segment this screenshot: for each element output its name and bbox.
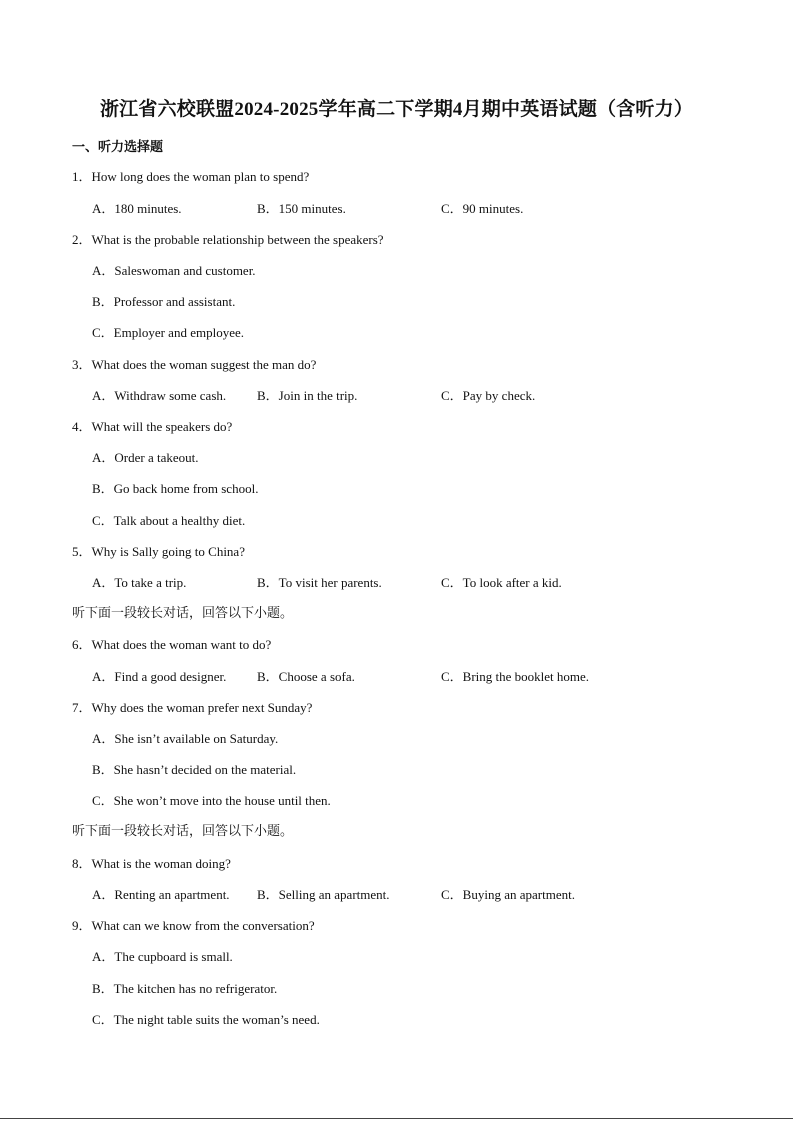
option-9a: A．The cupboard is small. xyxy=(92,949,233,964)
option-9c: C．The night table suits the woman’s need. xyxy=(92,1012,320,1027)
question-number: 9． xyxy=(72,918,92,933)
page-bottom-rule xyxy=(0,1118,793,1119)
option-4b: B．Go back home from school. xyxy=(92,481,259,496)
option-8b: B．Selling an apartment. xyxy=(257,887,390,902)
question-number: 5． xyxy=(72,544,92,559)
option-8c: C．Buying an apartment. xyxy=(441,887,575,902)
option-1a: A．180 minutes. xyxy=(92,201,182,216)
option-2b: B．Professor and assistant. xyxy=(92,294,236,309)
question-8 xyxy=(72,853,231,872)
option-7a: A．She isn’t available on Saturday. xyxy=(92,731,279,746)
question-text: What is the probable relationship between the speakers? xyxy=(91,232,384,247)
question-5 xyxy=(72,541,245,560)
question-6 xyxy=(72,634,271,653)
option-1b: B．150 minutes. xyxy=(257,201,346,216)
option-6b: B．Choose a sofa. xyxy=(257,669,355,684)
option-4c: C．Talk about a healthy diet. xyxy=(92,513,246,528)
question-text: What does the woman suggest the man do? xyxy=(91,357,317,372)
section-heading: 一、听力选择题 xyxy=(72,139,164,154)
option-3b: B．Join in the trip. xyxy=(257,388,358,403)
question-number: 7． xyxy=(72,700,92,715)
question-text: How long does the woman plan to spend? xyxy=(91,169,310,184)
option-2a: A．Saleswoman and customer. xyxy=(92,263,256,278)
question-4 xyxy=(72,416,232,435)
page-title: 浙江省六校联盟2024-2025学年高二下学期4月期中英语试题（含听力） xyxy=(99,99,694,120)
question-text: What is the woman doing? xyxy=(91,856,231,871)
question-3 xyxy=(72,354,316,373)
option-5b: B．To visit her parents. xyxy=(257,575,382,590)
question-number: 8． xyxy=(72,856,92,871)
question-1 xyxy=(72,166,309,185)
question-9 xyxy=(72,915,315,934)
option-3a: A．Withdraw some cash. xyxy=(92,388,227,403)
question-2 xyxy=(72,229,384,248)
option-1c: C．90 minutes. xyxy=(441,201,524,216)
option-6c: C．Bring the booklet home. xyxy=(441,669,590,684)
question-number: 6． xyxy=(72,637,92,652)
option-4a: A．Order a takeout. xyxy=(92,450,199,465)
question-text: Why is Sally going to China? xyxy=(91,544,245,559)
option-6a: A．Find a good designer. xyxy=(92,669,227,684)
question-number: 4． xyxy=(72,419,92,434)
question-text: What can we know from the conversation? xyxy=(91,918,315,933)
option-5c: C．To look after a kid. xyxy=(441,575,562,590)
question-number: 2． xyxy=(72,232,92,247)
option-2c: C．Employer and employee. xyxy=(92,325,244,340)
question-text: Why does the woman prefer next Sunday? xyxy=(91,700,313,715)
question-number: 3． xyxy=(72,357,92,372)
question-text: What does the woman want to do? xyxy=(91,637,272,652)
option-3c: C．Pay by check. xyxy=(441,388,536,403)
option-7b: B．She hasn’t decided on the material. xyxy=(92,762,297,777)
option-8a: A．Renting an apartment. xyxy=(92,887,230,902)
listening-instruction: 听下面一段较长对话，回答以下小题。 xyxy=(72,605,294,620)
question-number: 1． xyxy=(72,169,92,184)
option-5a: A．To take a trip. xyxy=(92,575,187,590)
option-9b: B．The kitchen has no refrigerator. xyxy=(92,981,278,996)
listening-instruction: 听下面一段较长对话，回答以下小题。 xyxy=(72,823,294,838)
option-7c: C．She won’t move into the house until then. xyxy=(92,793,331,808)
question-7 xyxy=(72,697,312,716)
question-text: What will the speakers do? xyxy=(91,419,233,434)
